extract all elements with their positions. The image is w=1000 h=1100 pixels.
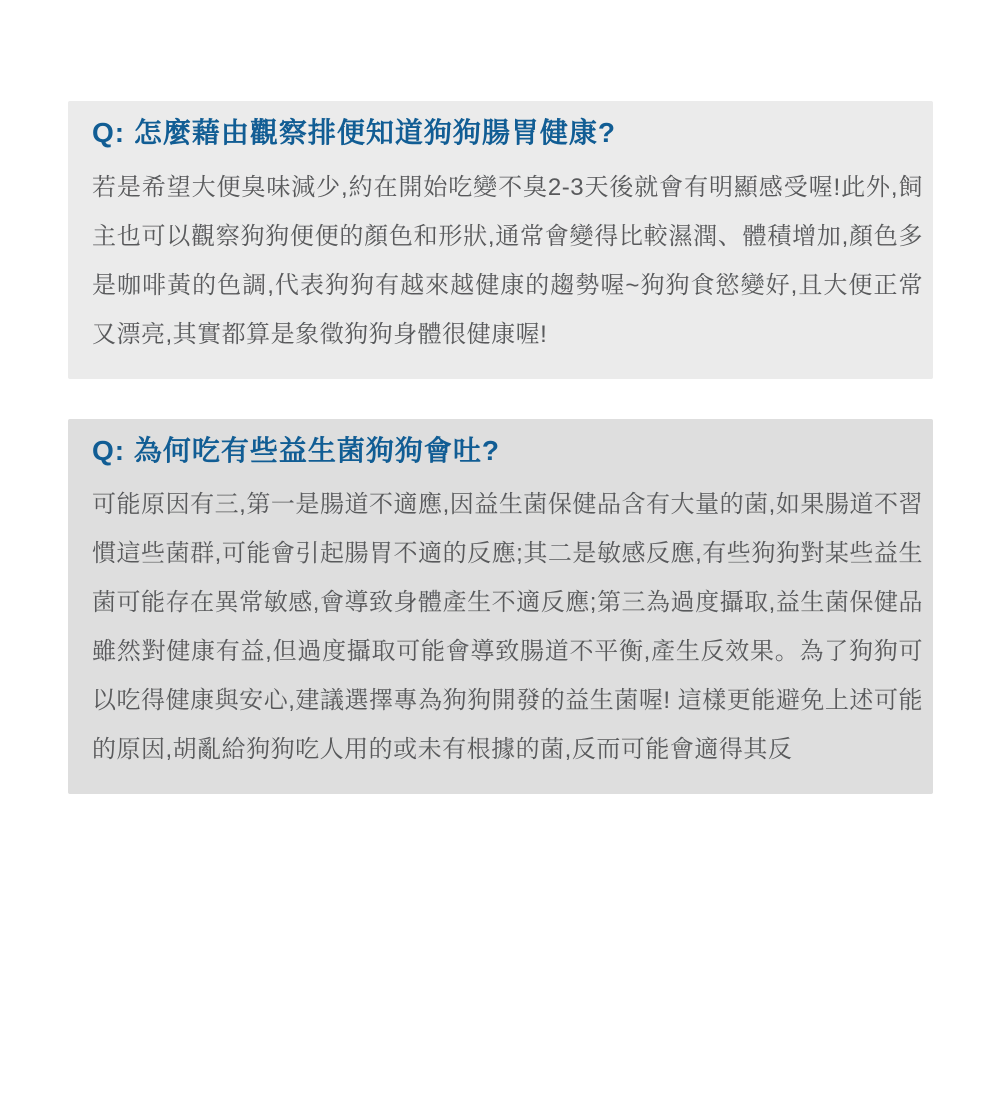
- faq-card-stool-health: [68, 101, 933, 379]
- faq-question-stool-health: Q: 怎麼藉由觀察排便知道狗狗腸胃健康?: [92, 117, 616, 148]
- faq-answer-stool-health: 若是希望大便臭味減少,約在開始吃變不臭2-3天後就會有明顯感受喔!此外,飼主也可以觀察狗狗便便的顏色和形狀,通常會變得比較濕潤、體積增加,顏色多是咖啡黃的色調,代表狗狗有越來越健康的趨勢喔~狗狗食慾變好,且大便正常又漂亮,其實都算是象徵狗狗身體很健康喔!: [92, 173, 923, 348]
- faq-card-probiotic-vomit: [68, 419, 933, 795]
- faq-answer-probiotic-vomit: 可能原因有三,第一是腸道不適應,因益生菌保健品含有大量的菌,如果腸道不習慣這些菌群,可能會引起腸胃不適的反應;其二是敏感反應,有些狗狗對某些益生菌可能存在異常敏感,會導致身體產生不適反應;第三為過度攝取,益生菌保健品雖然對健康有益,但過度攝取可能會導致腸道不平衡,產生反效果。為了狗狗可以吃得健康與安心,建議選擇專為狗狗開發的益生菌喔! 這樣更能避免上述可能的原因,胡亂給狗狗吃人用的或未有根據的菌,反而可能會適得其反: [92, 491, 923, 764]
- faq-page: [0, 101, 1000, 1100]
- faq-question-probiotic-vomit: Q: 為何吃有些益生菌狗狗會吐?: [92, 434, 500, 466]
